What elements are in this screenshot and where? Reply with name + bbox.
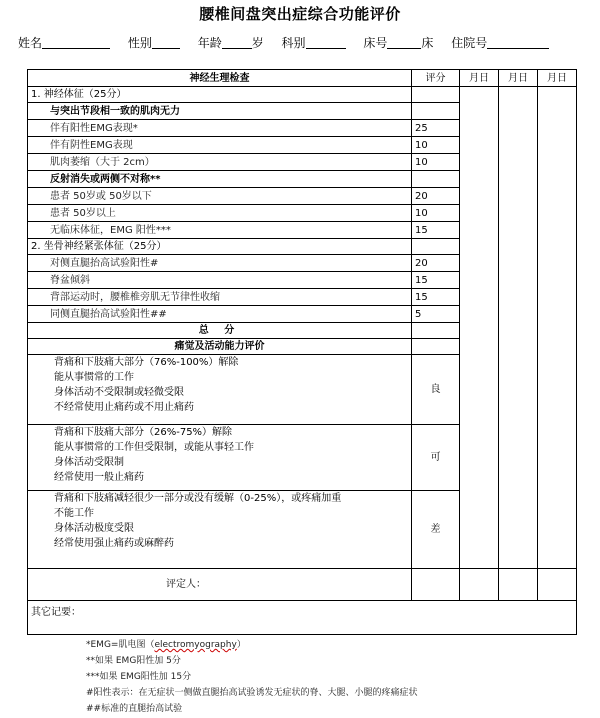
name-field[interactable]	[42, 35, 110, 49]
total-score-cell[interactable]	[412, 323, 460, 339]
date-col-3-cell[interactable]	[538, 87, 577, 569]
pain-row-poor: 背痛和下肢痛减轻很少一部分或没有缓解（0-25%），或疼痛加重 不能工作 身体活动极度受限 经常使用强止痛药或麻醉药	[28, 491, 412, 569]
evaluator-date-2[interactable]	[499, 569, 538, 601]
section-1-title: 1. 神经体征（25分）	[28, 87, 412, 103]
date-header-2: 月日	[499, 70, 538, 87]
evaluator-score-cell[interactable]	[412, 569, 460, 601]
page-title: 腰椎间盘突出症综合功能评价	[199, 5, 401, 23]
item-score: 10	[412, 137, 460, 154]
item-score: 25	[412, 120, 460, 137]
item-score: 15	[412, 222, 460, 239]
date-header-1: 月日	[460, 70, 499, 87]
item-label: 无临床体征，EMG 阳性***	[28, 222, 412, 239]
age-field[interactable]	[222, 35, 252, 49]
other-notes-label: 其它记要：	[31, 607, 81, 618]
date-col-1-cell[interactable]	[460, 87, 499, 569]
admission-label: 住院号	[451, 36, 488, 50]
evaluator-date-1[interactable]	[460, 569, 499, 601]
item-label: 患者 50岁以上	[28, 205, 412, 222]
neuro-header: 神经生理检查	[28, 70, 412, 87]
pain-header: 痛觉及活动能力评价	[28, 339, 412, 355]
evaluator-label: 评定人：	[28, 569, 412, 601]
item-label: 患者 50岁或 50岁以下	[28, 188, 412, 205]
bed-field[interactable]	[387, 35, 421, 49]
dept-field[interactable]	[306, 35, 346, 49]
grade-good: 良	[412, 355, 460, 425]
other-notes-field[interactable]	[28, 601, 577, 635]
footnote-emg: *EMG=肌电图（electromyography）	[86, 640, 246, 650]
evaluator-date-3[interactable]	[538, 569, 577, 601]
bed-label: 床号	[363, 36, 388, 50]
item-label: 对侧直腿抬高试验阳性#	[28, 255, 412, 272]
item-score: 10	[412, 154, 460, 171]
footnotes	[86, 637, 418, 717]
item-score: 20	[412, 255, 460, 272]
item-score: 20	[412, 188, 460, 205]
pain-row-fair: 背痛和下肢痛大部分（26%-75%）解除 能从事惯常的工作但受限制，或能从事轻工作 身体活动受限制 经常使用一般止痛药	[28, 425, 412, 491]
section-2-title: 2. 坐骨神经紧张体征（25分）	[28, 239, 412, 255]
age-label: 年龄	[197, 36, 222, 50]
evaluation-table	[27, 69, 577, 635]
item-score: 15	[412, 289, 460, 306]
footnote-3: ***如果 EMG阳性加 15分	[86, 672, 192, 682]
grade-fair: 可	[412, 425, 460, 491]
dept-label: 科别	[281, 36, 306, 50]
age-unit: 岁	[251, 36, 264, 50]
footnote-4: #阳性表示：在无症状一侧做直腿抬高试验诱发无症状的脊、大腿、小腿的疼痛症状	[86, 688, 418, 698]
grade-poor: 差	[412, 491, 460, 569]
item-label: 伴有阴性EMG表现	[28, 137, 412, 154]
name-label: 姓名	[18, 36, 43, 50]
pain-row-good: 背痛和下肢痛大部分（76%-100%）解除 能从事惯常的工作 身体活动不受限制或轻微受限 不经常使用止痛药或不用止痛药	[28, 355, 412, 425]
item-label: 同侧直腿抬高试验阳性##	[28, 306, 412, 323]
total-score-label: 总 分	[28, 323, 412, 339]
item-score: 5	[412, 306, 460, 323]
sex-label: 性别	[127, 36, 152, 50]
bed-unit: 床	[421, 36, 434, 50]
item-label: 背部运动时，腰椎椎旁肌无节律性收缩	[28, 289, 412, 306]
group-1-title: 与突出节段相一致的肌肉无力	[28, 103, 412, 120]
item-label: 肌肉萎缩（大于 2cm）	[28, 154, 412, 171]
footnote-2: **如果 EMG阳性加 5分	[86, 656, 181, 666]
patient-info-line	[18, 34, 588, 51]
admission-field[interactable]	[487, 35, 549, 49]
footnote-5: ##标准的直腿抬高试验	[86, 704, 183, 714]
sex-field[interactable]	[152, 35, 180, 49]
date-header-3: 月日	[538, 70, 577, 87]
item-score: 10	[412, 205, 460, 222]
item-score: 15	[412, 272, 460, 289]
item-label: 伴有阳性EMG表现*	[28, 120, 412, 137]
group-2-title: 反射消失或两侧不对称**	[28, 171, 412, 188]
date-col-2-cell[interactable]	[499, 87, 538, 569]
score-header: 评分	[412, 70, 460, 87]
item-label: 脊盆倾斜	[28, 272, 412, 289]
